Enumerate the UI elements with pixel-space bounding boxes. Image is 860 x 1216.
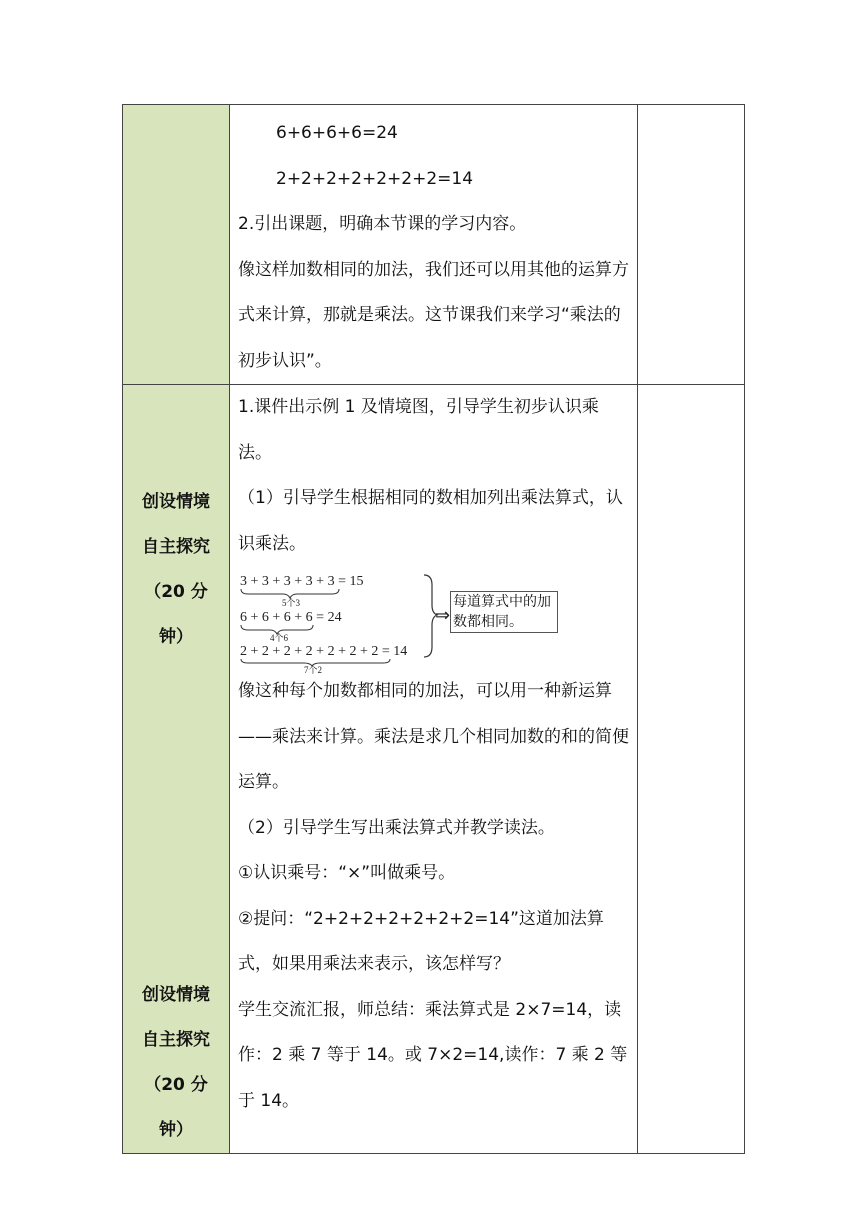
stage-label-cell <box>123 385 230 1154</box>
notes-cell <box>638 385 745 1154</box>
implies-arrow: ⇒ <box>435 605 451 625</box>
equation-2-note: 4个6 <box>270 633 289 643</box>
table-row <box>123 105 745 385</box>
sum-six: 6+6+6+6=24 <box>276 123 398 143</box>
sum-two: 2+2+2+2+2+2+2=14 <box>276 168 474 189</box>
paragraph: 像这样加数相同的加法，我们还可以用其他的运算方式来计算，那就是乘法。这节课我们来学习“乘法的初步认识”。 <box>238 259 629 371</box>
equation-3: 2 + 2 + 2 + 2 + 2 + 2 + 2 = 14 <box>240 644 408 659</box>
addition-examples <box>238 111 631 202</box>
equation-1-note: 5个3 <box>282 598 301 608</box>
table-row <box>123 385 745 1154</box>
paragraph: 2.引出课题，明确本节课的学习内容。 <box>238 214 527 234</box>
stage-label-cell <box>123 105 230 385</box>
label-line: 钟） <box>159 1120 193 1140</box>
label-line: 自主探究 <box>142 1030 210 1050</box>
label-line: 钟） <box>159 627 193 647</box>
stage-label-top <box>123 480 229 660</box>
content-cell <box>230 105 638 385</box>
label-line: （20 分 <box>144 1075 208 1095</box>
label-line: （20 分 <box>144 582 208 602</box>
paragraph: （2）引导学生写出乘法算式并教学读法。 <box>238 817 555 838</box>
content-cell <box>230 385 638 1154</box>
lesson-plan-table <box>122 104 745 1154</box>
equation-3-note: 7个2 <box>304 665 323 675</box>
label-line: 创设情境 <box>142 492 210 512</box>
paragraph: 像这种每个加数都相同的加法，可以用一种新运算——乘法来计算。乘法是求几个相同加数的和的简便运算。 <box>238 681 629 792</box>
paragraph: 学生交流汇报，师总结：乘法算式是 2×7=14，读作：2 乘 7 等于 14。或 7×2=14,读作：7 乘 2 等于 14。 <box>238 999 628 1111</box>
label-line: 自主探究 <box>142 537 210 557</box>
stage-label-bottom <box>123 973 229 1153</box>
paragraph: ①认识乘号：“×”叫做乘号。 <box>238 863 456 883</box>
label-line: 创设情境 <box>142 985 210 1005</box>
example-figure <box>238 569 631 675</box>
equation-1: 3 + 3 + 3 + 3 + 3 = 15 <box>240 574 364 589</box>
notes-cell <box>638 105 745 385</box>
equation-2: 6 + 6 + 6 + 6 = 24 <box>240 610 342 625</box>
conclusion-box: 每道算式中的加数都相同。 <box>450 591 558 633</box>
paragraph: （1）引导学生根据相同的数相加列出乘法算式，认识乘法。 <box>238 488 623 554</box>
paragraph: 1.课件出示例 1 及情境图，引导学生初步认识乘法。 <box>238 397 599 463</box>
paragraph: ②提问：“2+2+2+2+2+2+2=14”这道加法算式，如果用乘法来表示，该怎样写？ <box>238 908 604 974</box>
